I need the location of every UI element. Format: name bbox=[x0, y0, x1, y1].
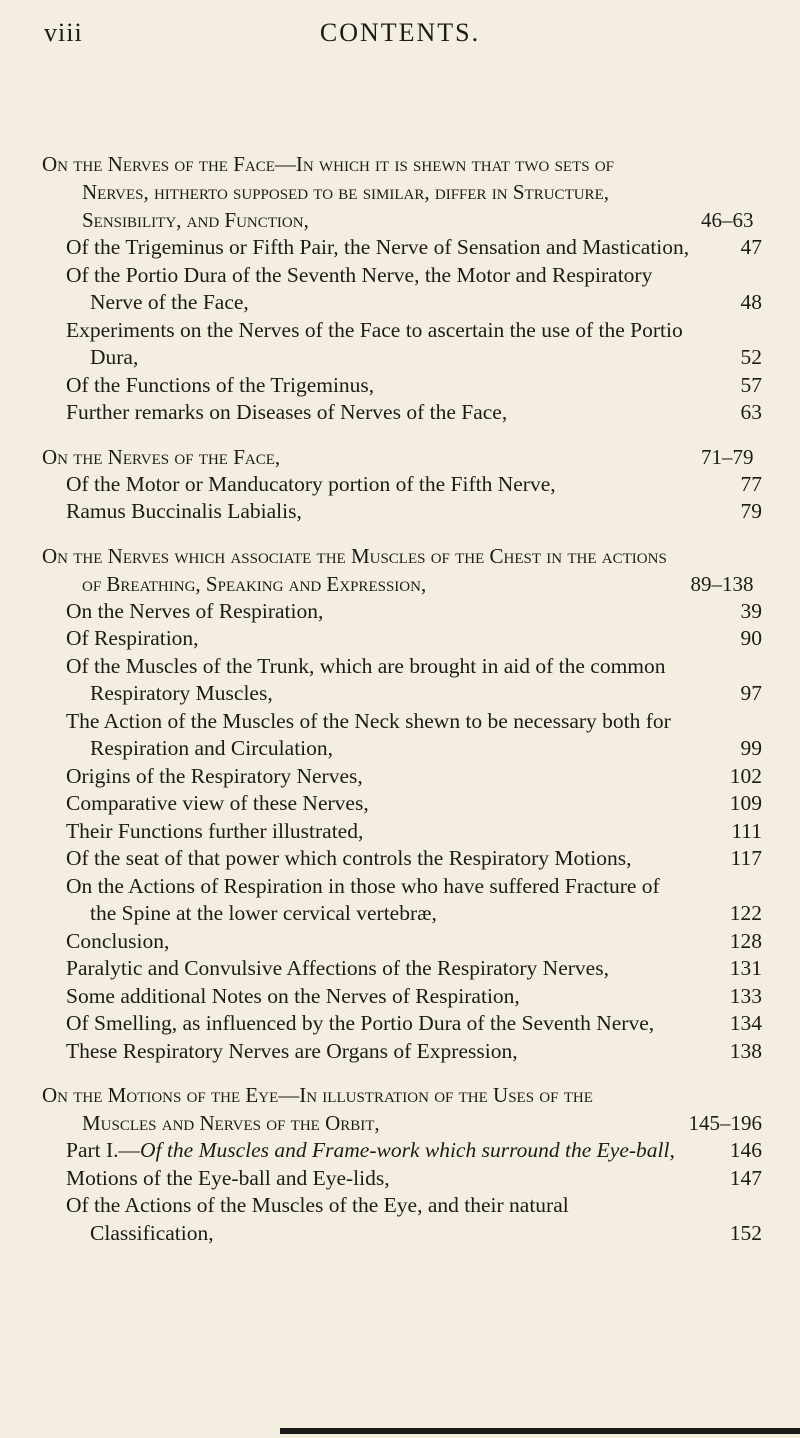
entry-page: 102 bbox=[729, 763, 762, 788]
entry-page: 77 bbox=[740, 471, 762, 496]
toc-section bbox=[42, 150, 762, 427]
entry-page: 57 bbox=[740, 372, 762, 397]
toc-entry: These Respiratory Nerves are Organs of Expression, 138 bbox=[66, 1038, 762, 1066]
section-heading: On the Nerves of the Face, 71–79 bbox=[42, 443, 762, 471]
entry-page: 63 bbox=[740, 400, 762, 424]
section-heading: On the Motions of the Eye—In illustration of the Uses of the Muscles and Nerves of the Orbit, 145–196 bbox=[42, 1083, 762, 1135]
toc-entry: On the Nerves of Respiration, 39 bbox=[66, 598, 762, 626]
toc-entry: Their Functions further illustrated, 111 bbox=[66, 818, 762, 846]
toc-entry: Ramus Buccinalis Labialis, 79 bbox=[66, 498, 762, 526]
entry-page: 39 bbox=[740, 598, 762, 623]
entry-page: 99 bbox=[740, 736, 762, 760]
section-pages: 145–196 bbox=[688, 1111, 762, 1135]
toc-entry: On the Actions of Respiration in those who have suffered Fracture of the Spine at the lower cervical vertebræ, 122 bbox=[66, 873, 762, 928]
entry-page: 52 bbox=[740, 345, 762, 369]
entry-page: 48 bbox=[740, 290, 762, 314]
toc-section bbox=[42, 443, 762, 526]
entry-page: 128 bbox=[729, 928, 762, 953]
entry-page: 117 bbox=[730, 846, 762, 870]
toc-entry: Of the Functions of the Trigeminus, 57 bbox=[66, 372, 762, 400]
entry-page: 131 bbox=[729, 956, 762, 980]
toc-entry: Paralytic and Convulsive Affections of the Respiratory Nerves, 131 bbox=[66, 955, 762, 983]
toc-entry: Of the Muscles of the Trunk, which are brought in aid of the common Respiratory Muscles, 97 bbox=[66, 653, 762, 708]
toc-section bbox=[42, 542, 762, 1066]
toc-entry: Of Respiration, 90 bbox=[66, 625, 762, 653]
section-heading: On the Nerves of the Face—In which it is shewn that two sets of Nerves, hitherto supposed to be similar, differ in Structure, Sensibility, and Function, 46–63 bbox=[42, 150, 762, 234]
page-number: viii bbox=[44, 18, 83, 47]
toc-entry: Of the Trigeminus or Fifth Pair, the Nerve of Sensation and Mastication, 47 bbox=[66, 234, 762, 262]
toc-entry: Comparative view of these Nerves, 109 bbox=[66, 790, 762, 818]
entry-page: 109 bbox=[729, 791, 762, 815]
toc-section bbox=[42, 1081, 762, 1247]
entry-page: 90 bbox=[740, 626, 762, 650]
entry-page: 134 bbox=[729, 1011, 762, 1035]
entry-page: 122 bbox=[729, 901, 762, 925]
page-edge-bar bbox=[280, 1428, 800, 1434]
toc-entry: Of the Motor or Manducatory portion of the Fifth Nerve, 77 bbox=[66, 471, 762, 499]
entry-page: 111 bbox=[731, 818, 762, 843]
toc-entry: The Action of the Muscles of the Neck shewn to be necessary both for Respiration and Circulation, 99 bbox=[66, 708, 762, 763]
toc-entry: Of the seat of that power which controls the Respiratory Motions, 117 bbox=[66, 845, 762, 873]
entry-page: 79 bbox=[740, 499, 762, 523]
page-header bbox=[0, 16, 800, 56]
toc-entry: Motions of the Eye-ball and Eye-lids, 147 bbox=[66, 1165, 762, 1193]
section-pages: 71–79 bbox=[701, 444, 754, 469]
table-of-contents bbox=[42, 150, 762, 1263]
toc-entry: Part I.—Of the Muscles and Frame-work which surround the Eye-ball, 146 bbox=[66, 1137, 762, 1165]
running-title: CONTENTS. bbox=[319, 18, 481, 47]
part-label: Part I.— bbox=[66, 1138, 141, 1162]
entry-page: 133 bbox=[729, 983, 762, 1008]
entry-page: 146 bbox=[729, 1138, 762, 1162]
toc-entry: Experiments on the Nerves of the Face to ascertain the use of the Portio Dura, 52 bbox=[66, 317, 762, 372]
section-pages: 89–138 bbox=[690, 571, 754, 596]
toc-entry: Of Smelling, as influenced by the Portio Dura of the Seventh Nerve, 134 bbox=[66, 1010, 762, 1038]
toc-entry: Further remarks on Diseases of Nerves of the Face, 63 bbox=[66, 399, 762, 427]
toc-entry: Some additional Notes on the Nerves of Respiration, 133 bbox=[66, 983, 762, 1011]
entry-page: 97 bbox=[740, 681, 762, 705]
toc-entry: Of the Portio Dura of the Seventh Nerve, the Motor and Respiratory Nerve of the Face, 48 bbox=[66, 262, 762, 317]
toc-entry: Conclusion, 128 bbox=[66, 928, 762, 956]
section-pages: 46–63 bbox=[701, 208, 754, 232]
entry-page: 47 bbox=[740, 235, 762, 259]
entry-page: 152 bbox=[729, 1220, 762, 1245]
toc-entry: Of the Actions of the Muscles of the Eye, and their natural Classification, 152 bbox=[66, 1192, 762, 1247]
entry-page: 147 bbox=[729, 1165, 762, 1190]
entry-page: 138 bbox=[729, 1038, 762, 1063]
section-heading: On the Nerves which associate the Muscles of the Chest in the actions of Breathing, Speaking and Expression, 89–138 bbox=[42, 542, 762, 598]
toc-entry: Origins of the Respiratory Nerves, 102 bbox=[66, 763, 762, 791]
